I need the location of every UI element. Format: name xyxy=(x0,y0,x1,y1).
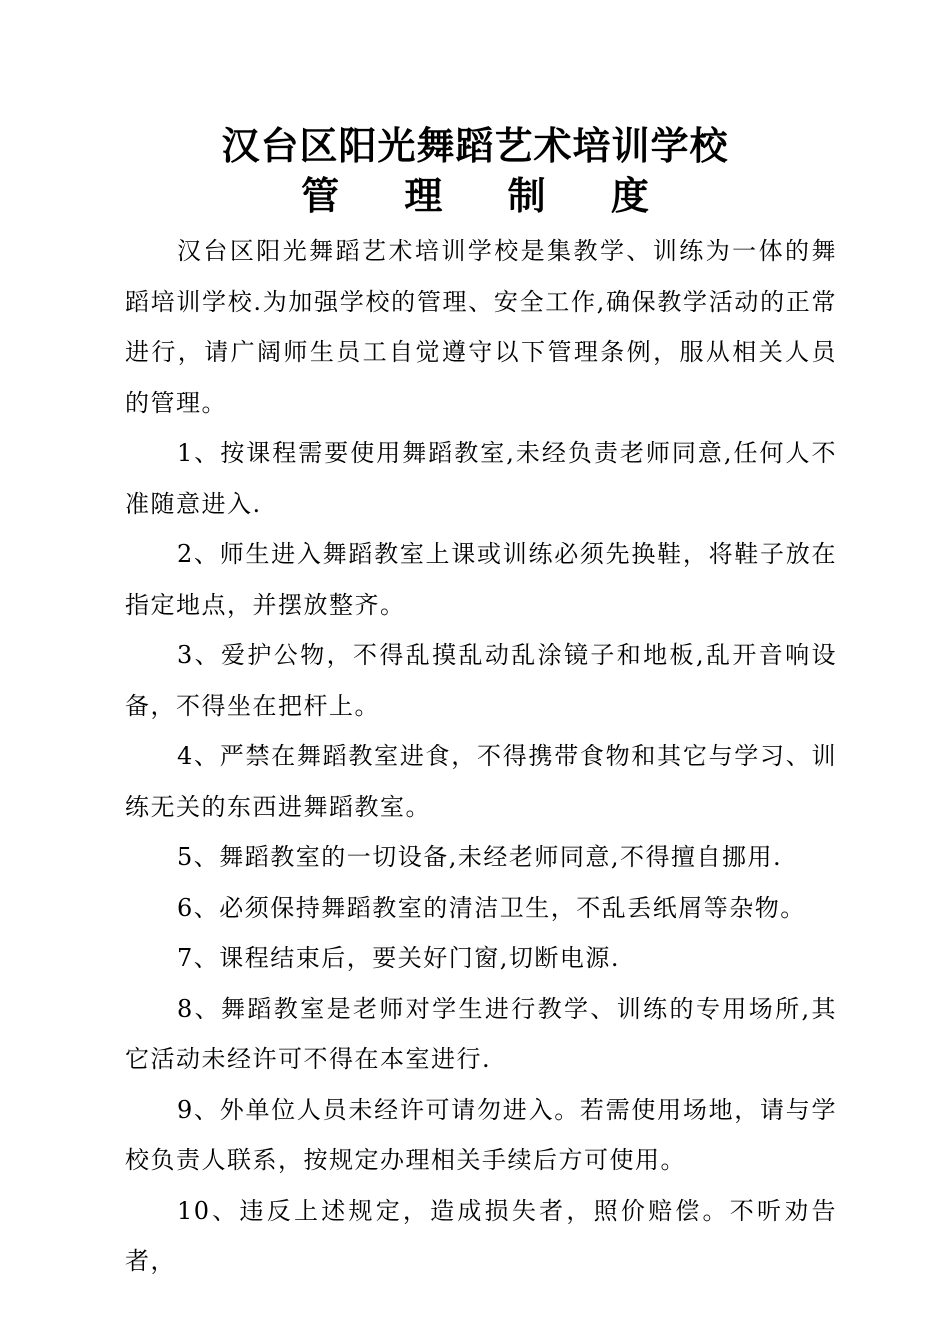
rule-item-7: 7、课程结束后，要关好门窗,切断电源. xyxy=(177,944,621,972)
rule-item-9: 9、外单位人员未经许可请勿进入。若需使用场地，请与学校负责人联系，按规定办理相关手续后方可使用。 xyxy=(125,1095,837,1174)
rule-item-6: 6、必须保持舞蹈教室的清洁卫生，不乱丢纸屑等杂物。 xyxy=(177,893,806,922)
intro-paragraph: 汉台区阳光舞蹈艺术培训学校是集教学、训练为一体的舞蹈培训学校.为加强学校的管理、安全工作,确保教学活动的正常进行，请广阔师生员工自觉遵守以下管理条例，服从相关人员的管理。 xyxy=(125,237,837,417)
rule-item-4: 4、严禁在舞蹈教室进食，不得携带食物和其它与学习、训练无关的东西进舞蹈教室。 xyxy=(125,742,837,821)
document-body xyxy=(125,226,837,1287)
rule-item-5: 5、舞蹈教室的一切设备,未经老师同意,不得擅自挪用. xyxy=(177,843,783,871)
rule-item-3: 3、爱护公物，不得乱摸乱动乱涂镜子和地板,乱开音响设备，不得坐在把杆上。 xyxy=(125,641,837,720)
document-title: 汉台区阳光舞蹈艺术培训学校 xyxy=(221,123,729,168)
document-subtitle: 管 理 制 度 xyxy=(301,173,675,218)
rule-item-1: 1、按课程需要使用舞蹈教室,未经负责老师同意,任何人不准随意进入. xyxy=(125,439,837,518)
rule-item-2: 2、师生进入舞蹈教室上课或训练必须先换鞋，将鞋子放在指定地点，并摆放整齐。 xyxy=(125,540,837,619)
rule-item-8: 8、舞蹈教室是老师对学生进行教学、训练的专用场所,其它活动未经许可不得在本室进行. xyxy=(125,994,837,1073)
rule-item-10: 10、违反上述规定，造成损失者，照价赔偿。不听劝告者， xyxy=(125,1196,837,1275)
